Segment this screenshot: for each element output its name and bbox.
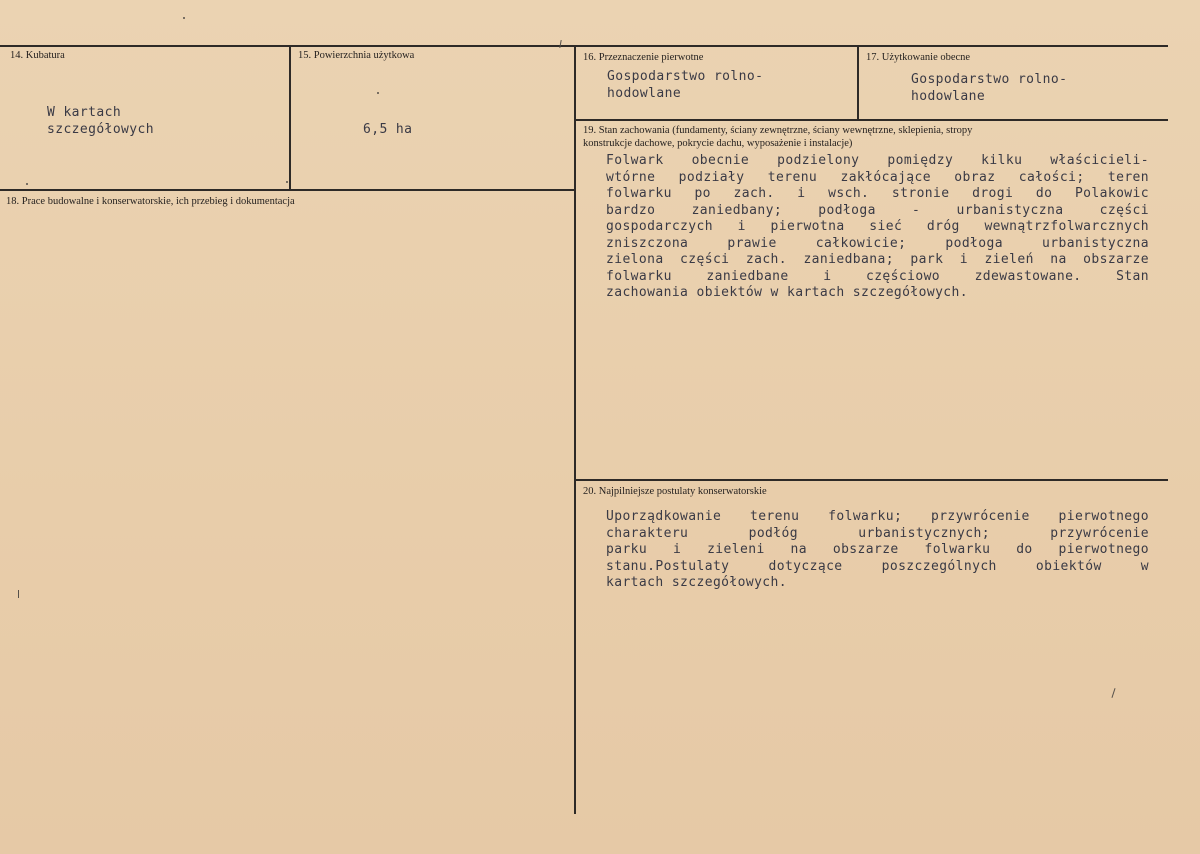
uzytkowanie-value-line-2: hodowlane: [911, 88, 986, 104]
postulaty-value-line-5: kartach szczegółowych.: [606, 575, 787, 590]
powierzchnia-value: 6,5 ha: [363, 122, 413, 137]
rule-14-15-bottom: [0, 189, 575, 191]
przeznaczenie-value-line-1: Gospodarstwo rolno-: [607, 69, 764, 84]
postulaty-value: [606, 509, 1149, 592]
postulaty-value-line-4: stanu.Postulaty dotyczące poszczególnych obiektów w: [606, 558, 1149, 574]
divider-16-17: [857, 46, 859, 119]
top-rule: [0, 45, 1168, 47]
paper-speck: [286, 181, 288, 183]
uzytkowanie-value: [911, 72, 1067, 105]
divider-main: [574, 46, 576, 814]
paper-speck: [18, 590, 19, 598]
postulaty-value-line-1: Uporządkowanie terenu folwarku; przywrócenie pierwotnego: [606, 509, 1149, 524]
uzytkowanie-label: 17. Użytkowanie obecne: [866, 52, 971, 63]
stan-label-line-1: 19. Stan zachowania (fundamenty, ściany zewnętrzne, ściany wewnętrzne, sklepienia, stropy: [583, 125, 973, 136]
powierzchnia-label: 15. Powierzchnia użytkowa: [298, 50, 415, 61]
stan-value-line-3: folwarku po zach. i wsch. stronie drogi do Polakowic: [606, 186, 1149, 201]
kubatura-value: [47, 105, 154, 138]
przeznaczenie-value: [607, 69, 763, 102]
przeznaczenie-value-line-2: hodowlane: [607, 85, 682, 101]
stan-value-line-7: zielona części zach. zaniedbana; park i zieleń na obszarze: [606, 252, 1149, 267]
divider-14-15: [289, 46, 291, 189]
postulaty-value-line-2: charakteru podłóg urbanistycznych; przywrócenie: [606, 525, 1149, 541]
prace-label: 18. Prace budowalne i konserwatorskie, ich przebieg i dokumentacja: [6, 196, 295, 207]
postulaty-label: 20. Najpilniejsze postulaty konserwatorskie: [583, 486, 767, 497]
przeznaczenie-label: 16. Przeznaczenie pierwotne: [583, 52, 704, 63]
postulaty-value-line-3: parku i zieleni na obszarze folwarku do pierwotnego: [606, 542, 1149, 557]
paper-speck: [26, 183, 28, 185]
kubatura-value-line-1: W kartach: [47, 105, 122, 120]
stan-value-line-4: bardzo zaniedbany; podłoga - urbanistyczna części: [606, 202, 1149, 218]
stan-label-line-2: konstrukcje dachowe, pokrycie dachu, wyposażenie i instalacje): [583, 138, 853, 149]
paper-speck: [183, 17, 185, 19]
stan-value-line-9: zachowania obiektów w kartach szczegółowych.: [606, 285, 968, 300]
stan-value-line-1: Folwark obecnie podzielony pomiędzy kilku właścicieli-: [606, 153, 1149, 168]
rule-19-bottom: [575, 479, 1168, 481]
stan-value-line-5: gospodarczych i pierwotna sieć dróg wewnątrzfolwarcznych: [606, 219, 1149, 234]
stan-value-line-8: folwarku zaniedbane i częściowo zdewastowane. Stan: [606, 268, 1149, 284]
stan-label: [583, 124, 972, 150]
stan-value-line-2: wtórne podziały terenu zakłócające obraz całości; teren: [606, 169, 1149, 185]
kubatura-label: 14. Kubatura: [10, 50, 65, 61]
pen-mark: [1111, 688, 1115, 698]
stan-value: [606, 153, 1149, 302]
paper-speck: [377, 92, 379, 94]
stan-value-line-6: zniszczona prawie całkowicie; podłoga urbanistyczna: [606, 235, 1149, 251]
kubatura-value-line-2: szczegółowych: [47, 121, 154, 137]
uzytkowanie-value-line-1: Gospodarstwo rolno-: [911, 72, 1068, 87]
rule-16-17-bottom: [575, 119, 1168, 121]
